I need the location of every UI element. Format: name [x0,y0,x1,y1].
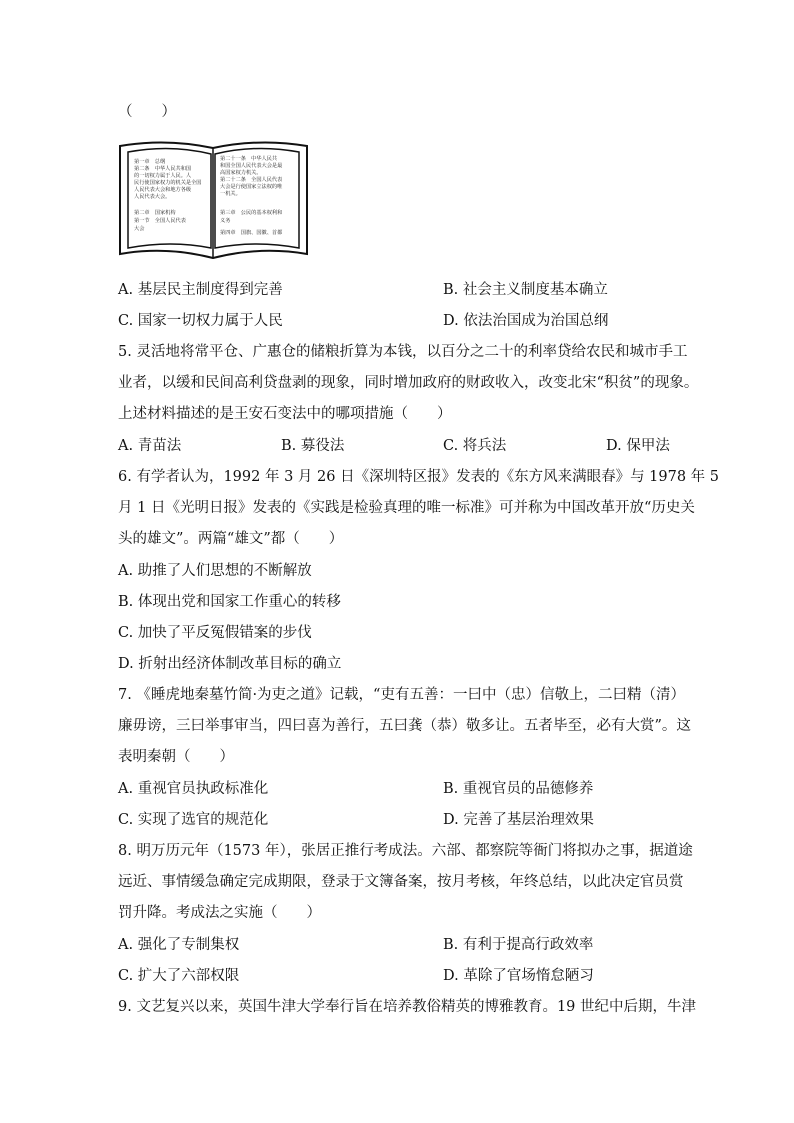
q8-option-d: D. 革除了官场惰怠陋习 [443,968,594,984]
book-right-line: 一机关。 [220,191,241,197]
q8-option-c: C. 扩大了六部权限 [118,968,240,984]
book-right-line: 高国家权力机关。 [220,170,262,176]
q4-option-b: B. 社会主义制度基本确立 [443,282,608,298]
q5-line: 业者，以缓和民间高利贷盘剥的现象，同时增加政府的财政收入，改变北宋“积贫”的现象。 [118,375,699,391]
book-left-line: 人民代表大会和地方各级 [134,187,192,193]
q8-option-b: B. 有利于提高行政效率 [443,937,594,953]
book-right-line: 和国全国人民代表大会是最 [220,163,283,169]
book-right-line: 第三章 公民的基本权利和 [220,210,283,216]
q4-option-a: A. 基层民主制度得到完善 [118,282,283,298]
q9-line: 9. 文艺复兴以来，英国牛津大学奉行旨在培养教俗精英的博雅教育。19 世纪中后期，牛津 [118,999,696,1015]
q8-option-a: A. 强化了专制集权 [118,937,240,953]
book-right-line: 第二十一条 中华人民共 [220,156,278,162]
q7-option-c: C. 实现了选官的规范化 [118,812,269,828]
q7-option-a: A. 重视官员执政标准化 [118,781,269,797]
q5-option-c: C. 将兵法 [443,438,507,454]
q7-option-d: D. 完善了基层治理效果 [443,812,594,828]
q6-line: 头的雄文”。两篇“雄文”都（ ） [118,531,344,547]
constitution-book-image [116,136,311,264]
q8-line: 远近、事情缓急确定完成期限，登录于文簿备案，按月考核，年终总结，以此决定官员赏 [118,874,684,890]
book-left-line: 第一章 总纲 [134,159,166,165]
q7-line: 廉毋谤，三曰举事审当，四曰喜为善行，五曰龚（恭）敬多让。五者毕至，必有大赏”。这 [118,718,691,734]
q6-option-c: C. 加快了平反冤假错案的步伐 [118,625,312,641]
q6-line: 6. 有学者认为，1992 年 3 月 26 日《深圳特区报》发表的《东方风来满眼春》与 1978 年 5 [118,469,720,485]
q4-option-c: C. 国家一切权力属于人民 [118,313,283,329]
book-right-line: 义务 [220,218,231,224]
book-right-line: 第二十二条 全国人民代表 [220,177,283,183]
q8-line: 8. 明万历元年（1573 年），张居正推行考成法。六部、都察院等衙门将拟办之事，据道途 [118,843,693,859]
q7-option-b: B. 重视官员的品德修养 [443,781,594,797]
q4-option-d: D. 依法治国成为治国总纲 [443,313,609,329]
book-left-line: 民行使国家权力的机关是全国 [134,180,202,186]
open-book-icon [116,136,311,264]
book-left-line: 大会 [134,226,145,232]
book-left-line: 人民代表大会。 [134,194,171,200]
book-left-line: 第一节 全国人民代表 [134,218,186,224]
q6-option-a: A. 助推了人们思想的不断解放 [118,563,312,579]
book-right-line: 大会是行使国家立法权的唯 [220,184,283,190]
q5-line: 5. 灵活地将常平仓、广惠仓的储粮折算为本钱，以百分之二十的利率贷给农民和城市手工 [118,344,688,360]
q5-line: 上述材料描述的是王安石变法中的哪项措施（ ） [118,406,452,422]
q5-option-b: B. 募役法 [281,438,345,454]
q6-option-d: D. 折射出经济体制改革目标的确立 [118,656,342,672]
q7-line: 表明秦朝（ ） [118,749,234,765]
book-right-line: 第四章 国旗、国徽、首都 [220,230,283,236]
q6-line: 月 1 日《光明日报》发表的《实践是检验真理的唯一标准》可并称为中国改革开放“历史关 [118,500,695,516]
q7-line: 7. 《睡虎地秦墓竹简·为吏之道》记载，“吏有五善：一曰中（忠）信敬上，二曰精（清） [118,687,685,703]
book-left-line: 第二条 中华人民共和国 [134,166,192,172]
q6-option-b: B. 体现出党和国家工作重心的转移 [118,594,341,610]
book-left-line: 的一切权力属于人民。人 [134,173,192,179]
q5-option-a: A. 青苗法 [118,438,182,454]
book-left-line: 第二章 国家机构 [134,210,176,216]
q5-option-d: D. 保甲法 [606,438,670,454]
q4-stem-end: （ ） [118,104,176,120]
q8-line: 罚升降。考成法之实施（ ） [118,905,321,921]
